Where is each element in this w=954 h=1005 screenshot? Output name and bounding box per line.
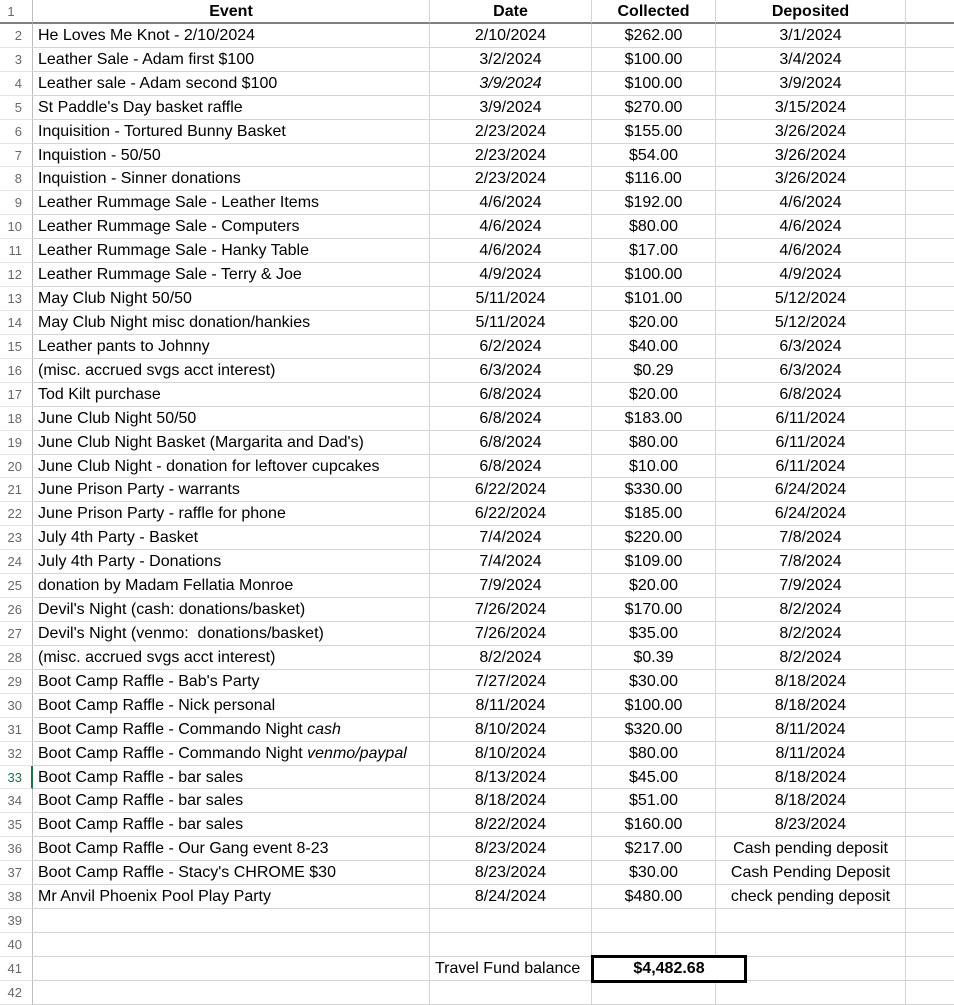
date-cell[interactable]: 8/22/2024 [430,813,592,837]
row-number[interactable]: 15 [0,335,33,359]
event-cell[interactable]: Leather pants to Johnny [33,335,430,359]
empty-cell[interactable] [906,789,954,813]
deposited-cell[interactable]: check pending deposit [716,885,906,909]
date-cell[interactable] [430,909,592,933]
row-number[interactable]: 11 [0,239,33,263]
collected-cell[interactable]: $217.00 [592,837,716,861]
collected-cell[interactable]: $40.00 [592,335,716,359]
date-cell[interactable]: 8/13/2024 [430,766,592,790]
collected-cell[interactable]: $30.00 [592,670,716,694]
empty-cell[interactable] [906,48,954,72]
empty-cell[interactable] [906,311,954,335]
collected-cell[interactable]: $220.00 [592,526,716,550]
date-cell[interactable]: 8/24/2024 [430,885,592,909]
collected-cell[interactable]: $100.00 [592,263,716,287]
collected-cell[interactable]: $330.00 [592,478,716,502]
event-cell[interactable]: Boot Camp Raffle - Stacy's CHROME $30 [33,861,430,885]
column-header-collected[interactable]: Collected [592,0,716,24]
event-cell[interactable]: Leather Rummage Sale - Terry & Joe [33,263,430,287]
event-cell[interactable]: June Club Night - donation for leftover cupcakes [33,455,430,479]
row-number[interactable]: 25 [0,574,33,598]
date-cell[interactable]: 7/26/2024 [430,598,592,622]
date-cell[interactable]: 3/9/2024 [430,72,592,96]
deposited-cell[interactable]: 8/2/2024 [716,622,906,646]
deposited-cell[interactable]: 6/24/2024 [716,478,906,502]
row-number[interactable]: 1 [0,0,33,24]
date-cell[interactable]: 8/18/2024 [430,789,592,813]
empty-cell[interactable] [906,383,954,407]
row-number[interactable]: 2 [0,24,33,48]
empty-cell[interactable] [906,837,954,861]
row-number[interactable]: 14 [0,311,33,335]
collected-cell[interactable]: $170.00 [592,598,716,622]
event-cell[interactable]: Leather Rummage Sale - Leather Items [33,191,430,215]
event-cell[interactable]: Boot Camp Raffle - bar sales [33,789,430,813]
event-cell[interactable]: Boot Camp Raffle - Commando Night venmo/paypal [33,742,430,766]
table-row [0,72,954,96]
row-number[interactable]: 16 [0,359,33,383]
row-number[interactable]: 7 [0,144,33,168]
row-number[interactable]: 37 [0,861,33,885]
collected-cell[interactable]: $80.00 [592,215,716,239]
deposited-cell[interactable]: 3/26/2024 [716,120,906,144]
row-number[interactable]: 9 [0,191,33,215]
header-row [0,0,954,24]
collected-cell[interactable]: $185.00 [592,502,716,526]
column-header-event[interactable]: Event [33,0,430,24]
event-cell[interactable]: Tod Kilt purchase [33,383,430,407]
row-number[interactable]: 38 [0,885,33,909]
collected-cell[interactable]: $30.00 [592,861,716,885]
date-cell[interactable]: 4/9/2024 [430,263,592,287]
collected-cell[interactable]: $109.00 [592,550,716,574]
date-cell[interactable]: 7/26/2024 [430,622,592,646]
empty-cell[interactable] [906,813,954,837]
empty-cell[interactable] [906,455,954,479]
empty-cell[interactable] [906,622,954,646]
table-row [0,335,954,359]
row-number[interactable]: 18 [0,407,33,431]
row-number[interactable]: 35 [0,813,33,837]
event-cell[interactable]: July 4th Party - Donations [33,550,430,574]
empty-cell[interactable] [906,144,954,168]
event-cell[interactable] [33,909,430,933]
collected-cell[interactable]: $155.00 [592,120,716,144]
collected-cell[interactable]: $183.00 [592,407,716,431]
empty-cell[interactable] [906,96,954,120]
collected-cell[interactable]: $192.00 [592,191,716,215]
row-number[interactable]: 3 [0,48,33,72]
collected-cell[interactable] [592,909,716,933]
row-number[interactable]: 19 [0,431,33,455]
date-cell[interactable]: 8/23/2024 [430,861,592,885]
collected-cell[interactable]: $101.00 [592,287,716,311]
collected-cell[interactable]: $51.00 [592,789,716,813]
event-cell[interactable]: (misc. accrued svgs acct interest) [33,359,430,383]
deposited-cell[interactable]: 5/12/2024 [716,287,906,311]
collected-cell[interactable]: $100.00 [592,694,716,718]
empty-cell[interactable] [906,957,954,981]
deposited-cell[interactable]: 4/9/2024 [716,263,906,287]
date-cell[interactable]: 7/4/2024 [430,550,592,574]
collected-cell[interactable]: $20.00 [592,311,716,335]
row-number[interactable]: 13 [0,287,33,311]
date-cell[interactable] [430,933,592,957]
travel-fund-balance-label[interactable]: Travel Fund balance [430,957,592,981]
deposited-cell[interactable]: 8/11/2024 [716,742,906,766]
deposited-cell[interactable]: 8/18/2024 [716,789,906,813]
table-row [0,981,954,1005]
deposited-cell[interactable]: 3/4/2024 [716,48,906,72]
date-cell[interactable]: 6/3/2024 [430,359,592,383]
date-cell[interactable]: 7/27/2024 [430,670,592,694]
empty-cell[interactable] [906,526,954,550]
event-cell[interactable]: Leather Rummage Sale - Hanky Table [33,239,430,263]
collected-cell[interactable]: $320.00 [592,718,716,742]
empty-cell[interactable] [906,670,954,694]
collected-cell[interactable]: $0.29 [592,359,716,383]
event-cell[interactable]: May Club Night misc donation/hankies [33,311,430,335]
deposited-cell[interactable] [716,933,906,957]
event-cell[interactable]: Inquistion - 50/50 [33,144,430,168]
collected-cell[interactable]: $45.00 [592,766,716,790]
row-number[interactable]: 17 [0,383,33,407]
event-cell[interactable]: St Paddle's Day basket raffle [33,96,430,120]
deposited-cell[interactable]: 6/11/2024 [716,455,906,479]
empty-cell[interactable] [906,885,954,909]
table-row [0,574,954,598]
date-cell[interactable]: 6/8/2024 [430,383,592,407]
column-header-date[interactable]: Date [430,0,592,24]
date-cell[interactable]: 5/11/2024 [430,287,592,311]
empty-cell[interactable] [906,861,954,885]
date-cell[interactable]: 8/23/2024 [430,837,592,861]
table-row [0,24,954,48]
event-cell[interactable] [33,981,430,1005]
empty-cell[interactable] [906,478,954,502]
row-number[interactable]: 41 [0,957,33,981]
empty-cell[interactable] [906,263,954,287]
row-number[interactable]: 22 [0,502,33,526]
date-cell[interactable]: 8/10/2024 [430,742,592,766]
row-number[interactable]: 42 [0,981,33,1005]
date-cell[interactable]: 6/8/2024 [430,431,592,455]
table-row [0,694,954,718]
date-cell[interactable]: 6/8/2024 [430,407,592,431]
deposited-cell[interactable]: 8/2/2024 [716,646,906,670]
event-cell[interactable]: Boot Camp Raffle - Nick personal [33,694,430,718]
table-row [0,407,954,431]
event-cell[interactable]: Leather sale - Adam second $100 [33,72,430,96]
event-cell[interactable]: Leather Sale - Adam first $100 [33,48,430,72]
date-cell[interactable]: 8/11/2024 [430,694,592,718]
table-row [0,191,954,215]
table-row [0,766,954,790]
deposited-cell[interactable]: 6/11/2024 [716,407,906,431]
collected-cell[interactable]: $20.00 [592,383,716,407]
deposited-cell[interactable]: 4/6/2024 [716,215,906,239]
row-number[interactable]: 5 [0,96,33,120]
date-cell[interactable]: 8/2/2024 [430,646,592,670]
empty-cell[interactable] [906,598,954,622]
date-cell[interactable]: 3/2/2024 [430,48,592,72]
deposited-cell[interactable]: Cash pending deposit [716,837,906,861]
row-number[interactable]: 30 [0,694,33,718]
row-number[interactable]: 31 [0,718,33,742]
table-row [0,287,954,311]
collected-cell[interactable]: $35.00 [592,622,716,646]
row-number[interactable]: 34 [0,789,33,813]
empty-cell[interactable] [906,287,954,311]
table-row [0,598,954,622]
empty-cell[interactable] [906,646,954,670]
date-cell[interactable]: 8/10/2024 [430,718,592,742]
collected-cell[interactable]: $54.00 [592,144,716,168]
empty-cell[interactable] [906,766,954,790]
event-cell[interactable] [33,957,430,981]
event-cell[interactable]: Boot Camp Raffle - bar sales [33,813,430,837]
empty-cell[interactable] [906,215,954,239]
date-cell[interactable]: 4/6/2024 [430,215,592,239]
event-cell[interactable]: May Club Night 50/50 [33,287,430,311]
table-row [0,215,954,239]
event-cell[interactable]: June Club Night 50/50 [33,407,430,431]
deposited-cell[interactable]: 3/26/2024 [716,167,906,191]
collected-cell[interactable]: $116.00 [592,167,716,191]
date-cell[interactable]: 3/9/2024 [430,96,592,120]
date-cell[interactable]: 4/6/2024 [430,239,592,263]
deposited-cell[interactable]: 3/9/2024 [716,72,906,96]
row-number[interactable]: 27 [0,622,33,646]
deposited-cell[interactable]: 4/6/2024 [716,191,906,215]
row-number[interactable]: 39 [0,909,33,933]
table-row [0,957,954,981]
date-cell[interactable]: 4/6/2024 [430,191,592,215]
empty-cell[interactable] [906,909,954,933]
deposited-cell[interactable]: 4/6/2024 [716,239,906,263]
table-row [0,239,954,263]
date-cell[interactable]: 6/22/2024 [430,502,592,526]
row-number[interactable]: 23 [0,526,33,550]
table-row [0,718,954,742]
deposited-cell[interactable] [716,981,906,1005]
deposited-cell[interactable]: 3/15/2024 [716,96,906,120]
row-number[interactable]: 10 [0,215,33,239]
event-cell[interactable]: Devil's Night (venmo: donations/basket) [33,622,430,646]
empty-cell[interactable] [906,335,954,359]
grid-body [0,24,954,1005]
event-cell[interactable]: (misc. accrued svgs acct interest) [33,646,430,670]
collected-cell[interactable]: $80.00 [592,431,716,455]
event-cell[interactable]: Mr Anvil Phoenix Pool Play Party [33,885,430,909]
row-number[interactable]: 4 [0,72,33,96]
empty-cell[interactable] [906,502,954,526]
collected-cell[interactable] [592,981,716,1005]
empty-cell[interactable] [906,239,954,263]
collected-cell[interactable]: $80.00 [592,742,716,766]
table-row [0,502,954,526]
row-number[interactable]: 8 [0,167,33,191]
deposited-cell[interactable]: 8/18/2024 [716,766,906,790]
event-cell[interactable]: Boot Camp Raffle - bar sales [33,766,430,790]
collected-cell[interactable]: $160.00 [592,813,716,837]
event-cell[interactable] [33,933,430,957]
event-cell[interactable]: Inquistion - Sinner donations [33,167,430,191]
event-cell[interactable]: Inquisition - Tortured Bunny Basket [33,120,430,144]
table-row [0,48,954,72]
collected-cell[interactable]: $100.00 [592,72,716,96]
event-cell[interactable]: June Prison Party - raffle for phone [33,502,430,526]
deposited-cell[interactable]: 8/18/2024 [716,670,906,694]
deposited-cell[interactable] [716,909,906,933]
row-number[interactable]: 29 [0,670,33,694]
table-row [0,837,954,861]
travel-fund-balance-value[interactable]: $4,482.68 [591,955,747,983]
row-number[interactable]: 12 [0,263,33,287]
date-cell[interactable] [430,981,592,1005]
table-row [0,933,954,957]
event-cell[interactable]: Leather Rummage Sale - Computers [33,215,430,239]
row-number[interactable]: 36 [0,837,33,861]
table-row [0,120,954,144]
empty-cell[interactable] [906,981,954,1005]
collected-cell[interactable]: $10.00 [592,455,716,479]
table-row [0,167,954,191]
row-number[interactable]: 6 [0,120,33,144]
table-row [0,311,954,335]
empty-cell[interactable] [906,120,954,144]
table-row [0,742,954,766]
deposited-cell[interactable]: 8/11/2024 [716,718,906,742]
date-cell[interactable]: 2/10/2024 [430,24,592,48]
collected-cell[interactable] [592,933,716,957]
empty-cell[interactable] [906,72,954,96]
event-cell[interactable]: Boot Camp Raffle - Commando Night cash [33,718,430,742]
date-cell[interactable]: 6/8/2024 [430,455,592,479]
row-number[interactable]: 33 [0,766,33,790]
table-row [0,144,954,168]
event-cell[interactable]: July 4th Party - Basket [33,526,430,550]
empty-cell[interactable] [906,359,954,383]
table-row [0,885,954,909]
empty-cell[interactable] [906,694,954,718]
deposited-cell[interactable]: 6/24/2024 [716,502,906,526]
row-number[interactable]: 21 [0,478,33,502]
empty-cell[interactable] [906,24,954,48]
row-number[interactable]: 32 [0,742,33,766]
date-cell[interactable]: 2/23/2024 [430,167,592,191]
collected-cell[interactable]: $0.39 [592,646,716,670]
deposited-cell[interactable]: Cash Pending Deposit [716,861,906,885]
collected-cell[interactable]: $100.00 [592,48,716,72]
event-cell[interactable]: He Loves Me Knot - 2/10/2024 [33,24,430,48]
collected-cell[interactable]: $270.00 [592,96,716,120]
table-row [0,455,954,479]
row-number[interactable]: 40 [0,933,33,957]
event-cell[interactable]: June Club Night Basket (Margarita and Dad's) [33,431,430,455]
table-row [0,431,954,455]
deposited-cell[interactable]: 8/18/2024 [716,694,906,718]
table-row [0,383,954,407]
deposited-cell[interactable]: 8/23/2024 [716,813,906,837]
deposited-cell[interactable]: 6/3/2024 [716,335,906,359]
event-cell[interactable]: donation by Madam Fellatia Monroe [33,574,430,598]
deposited-cell[interactable]: 7/8/2024 [716,526,906,550]
table-row [0,359,954,383]
deposited-cell[interactable]: 6/11/2024 [716,431,906,455]
deposited-cell[interactable]: 3/26/2024 [716,144,906,168]
event-cell[interactable]: Boot Camp Raffle - Our Gang event 8-23 [33,837,430,861]
empty-cell[interactable] [906,407,954,431]
empty-cell[interactable] [906,718,954,742]
table-row [0,789,954,813]
table-row [0,670,954,694]
empty-cell[interactable] [906,191,954,215]
table-row [0,526,954,550]
collected-cell[interactable]: $262.00 [592,24,716,48]
deposited-cell[interactable]: 7/8/2024 [716,550,906,574]
date-cell[interactable]: 2/23/2024 [430,120,592,144]
row-number[interactable]: 28 [0,646,33,670]
date-cell[interactable]: 5/11/2024 [430,311,592,335]
deposited-cell[interactable]: 8/2/2024 [716,598,906,622]
empty-cell[interactable] [906,574,954,598]
row-number[interactable]: 20 [0,455,33,479]
empty-column-header[interactable] [906,0,954,24]
column-header-deposited[interactable]: Deposited [716,0,906,24]
date-cell[interactable]: 6/2/2024 [430,335,592,359]
event-cell[interactable]: Boot Camp Raffle - Bab's Party [33,670,430,694]
date-cell[interactable]: 2/23/2024 [430,144,592,168]
table-row [0,646,954,670]
deposited-cell[interactable]: 5/12/2024 [716,311,906,335]
table-row [0,478,954,502]
empty-cell[interactable] [906,431,954,455]
table-row [0,550,954,574]
event-cell[interactable]: June Prison Party - warrants [33,478,430,502]
row-number[interactable]: 24 [0,550,33,574]
event-cell[interactable]: Devil's Night (cash: donations/basket) [33,598,430,622]
row-number[interactable]: 26 [0,598,33,622]
collected-cell[interactable]: $480.00 [592,885,716,909]
table-row [0,622,954,646]
collected-cell[interactable]: $17.00 [592,239,716,263]
table-row [0,909,954,933]
table-row [0,263,954,287]
table-row [0,813,954,837]
empty-cell[interactable] [906,742,954,766]
deposited-cell[interactable]: 6/8/2024 [716,383,906,407]
date-cell[interactable]: 7/4/2024 [430,526,592,550]
empty-cell[interactable] [906,167,954,191]
date-cell[interactable]: 7/9/2024 [430,574,592,598]
empty-cell[interactable] [906,933,954,957]
empty-cell[interactable] [906,550,954,574]
table-row [0,96,954,120]
table-row [0,861,954,885]
deposited-cell[interactable]: 3/1/2024 [716,24,906,48]
collected-cell[interactable]: $20.00 [592,574,716,598]
deposited-cell[interactable]: 7/9/2024 [716,574,906,598]
deposited-cell[interactable]: 6/3/2024 [716,359,906,383]
date-cell[interactable]: 6/22/2024 [430,478,592,502]
